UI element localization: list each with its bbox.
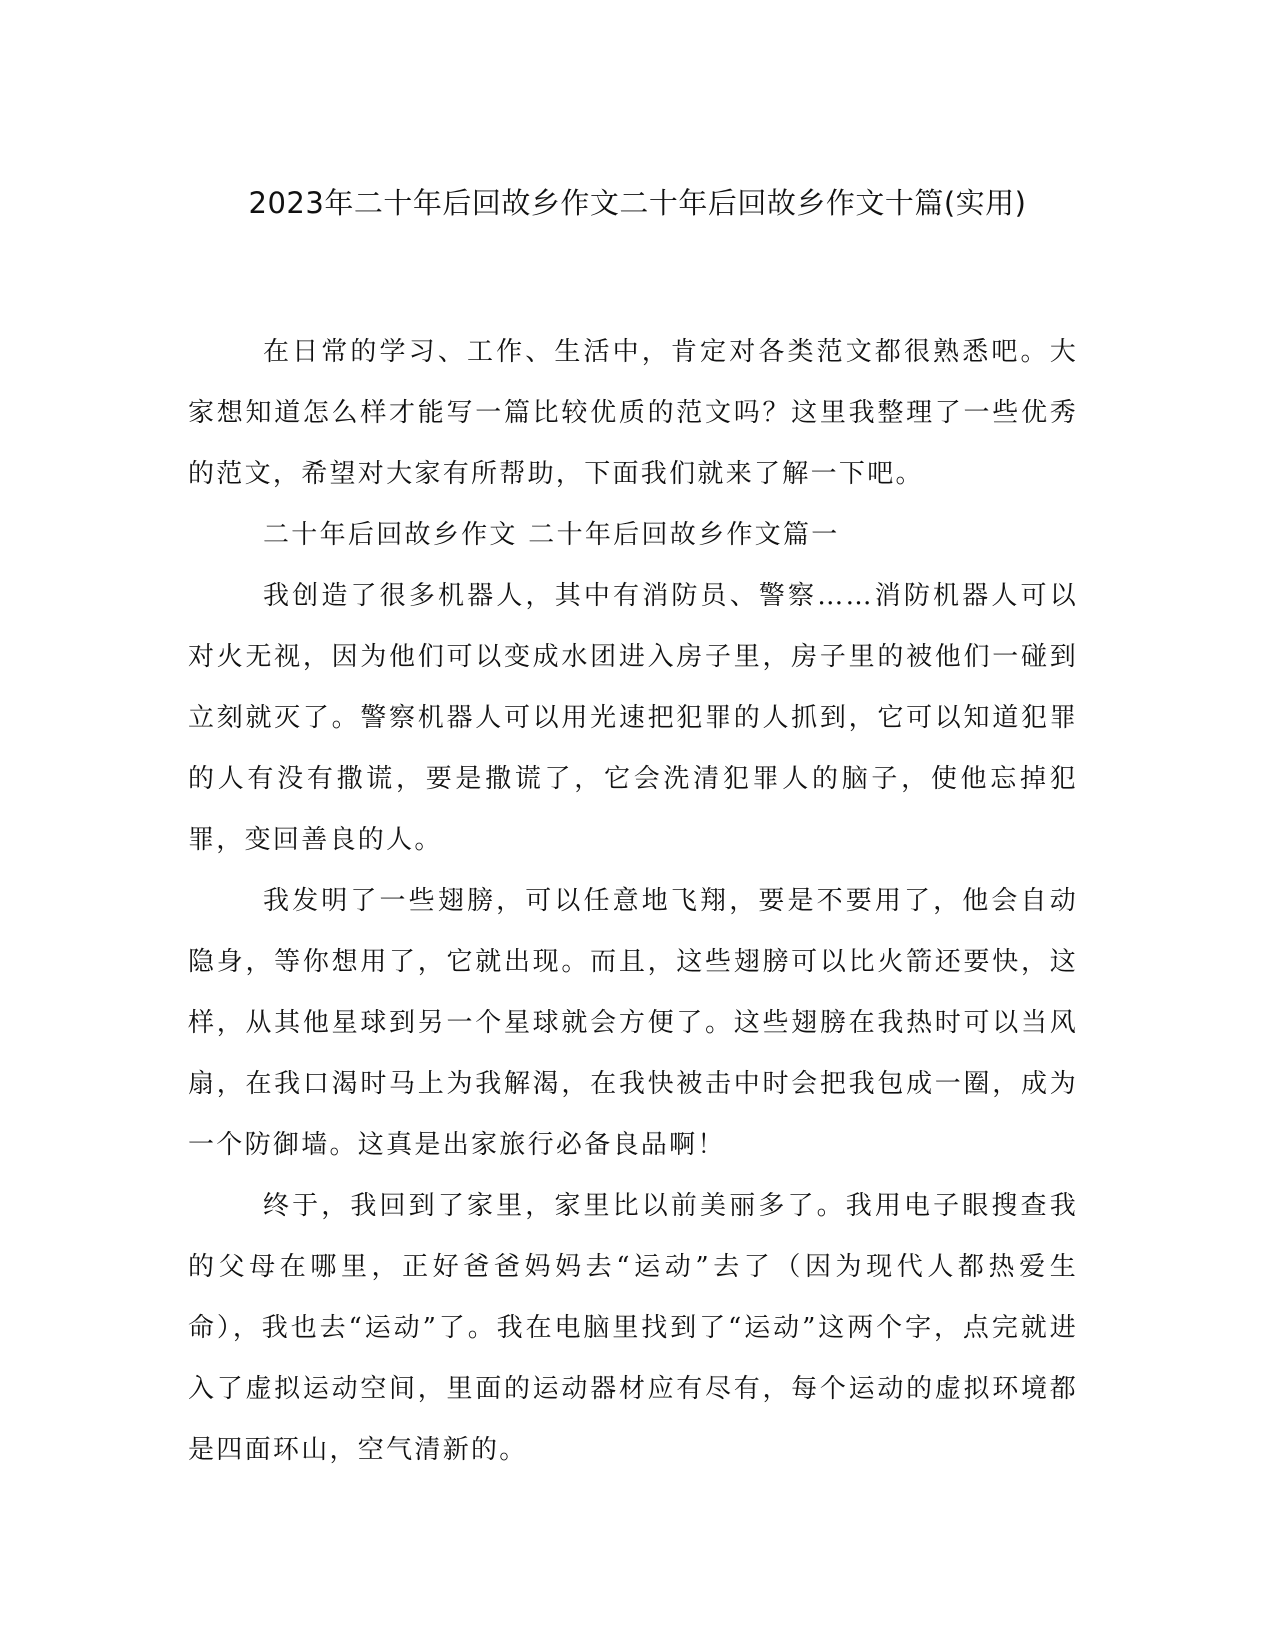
document-body <box>188 322 1078 1481</box>
paragraph-wings: 我发明了一些翅膀，可以任意地飞翔，要是不要用了，他会自动隐身，等你想用了，它就出现。而且，这些翅膀可以比火箭还要快，这样，从其他星球到另一个星球就会方便了。这些翅膀在我热时可以当风扇，在我口渴时马上为我解渴，在我快被击中时会把我包成一圈，成为一个防御墙。这真是出家旅行必备良品啊！ <box>188 886 1078 1160</box>
document-title: 2023年二十年后回故乡作文二十年后回故乡作文十篇(实用) <box>248 186 1027 220</box>
paragraph-home: 终于，我回到了家里，家里比以前美丽多了。我用电子眼搜查我的父母在哪里，正好爸爸妈妈去“运动”去了（因为现代人都热爱生命），我也去“运动”了。我在电脑里找到了“运动”这两个字，点完就进入了虚拟运动空间，里面的运动器材应有尽有，每个运动的虚拟环境都是四面环山，空气清新的。 <box>188 1191 1078 1465</box>
paragraph-intro: 在日常的学习、工作、生活中，肯定对各类范文都很熟悉吧。大家想知道怎么样才能写一篇比较优质的范文吗？这里我整理了一些优秀的范文，希望对大家有所帮助，下面我们就来了解一下吧。 <box>188 337 1078 489</box>
paragraph-robots: 我创造了很多机器人，其中有消防员、警察……消防机器人可以对火无视，因为他们可以变成水团进入房子里，房子里的被他们一碰到立刻就灭了。警察机器人可以用光速把犯罪的人抓到，它可以知道犯罪的人有没有撒谎，要是撒谎了，它会洗清犯罪人的脑子，使他忘掉犯罪，变回善良的人。 <box>188 581 1078 855</box>
section-heading: 二十年后回故乡作文 二十年后回故乡作文篇一 <box>263 520 840 550</box>
